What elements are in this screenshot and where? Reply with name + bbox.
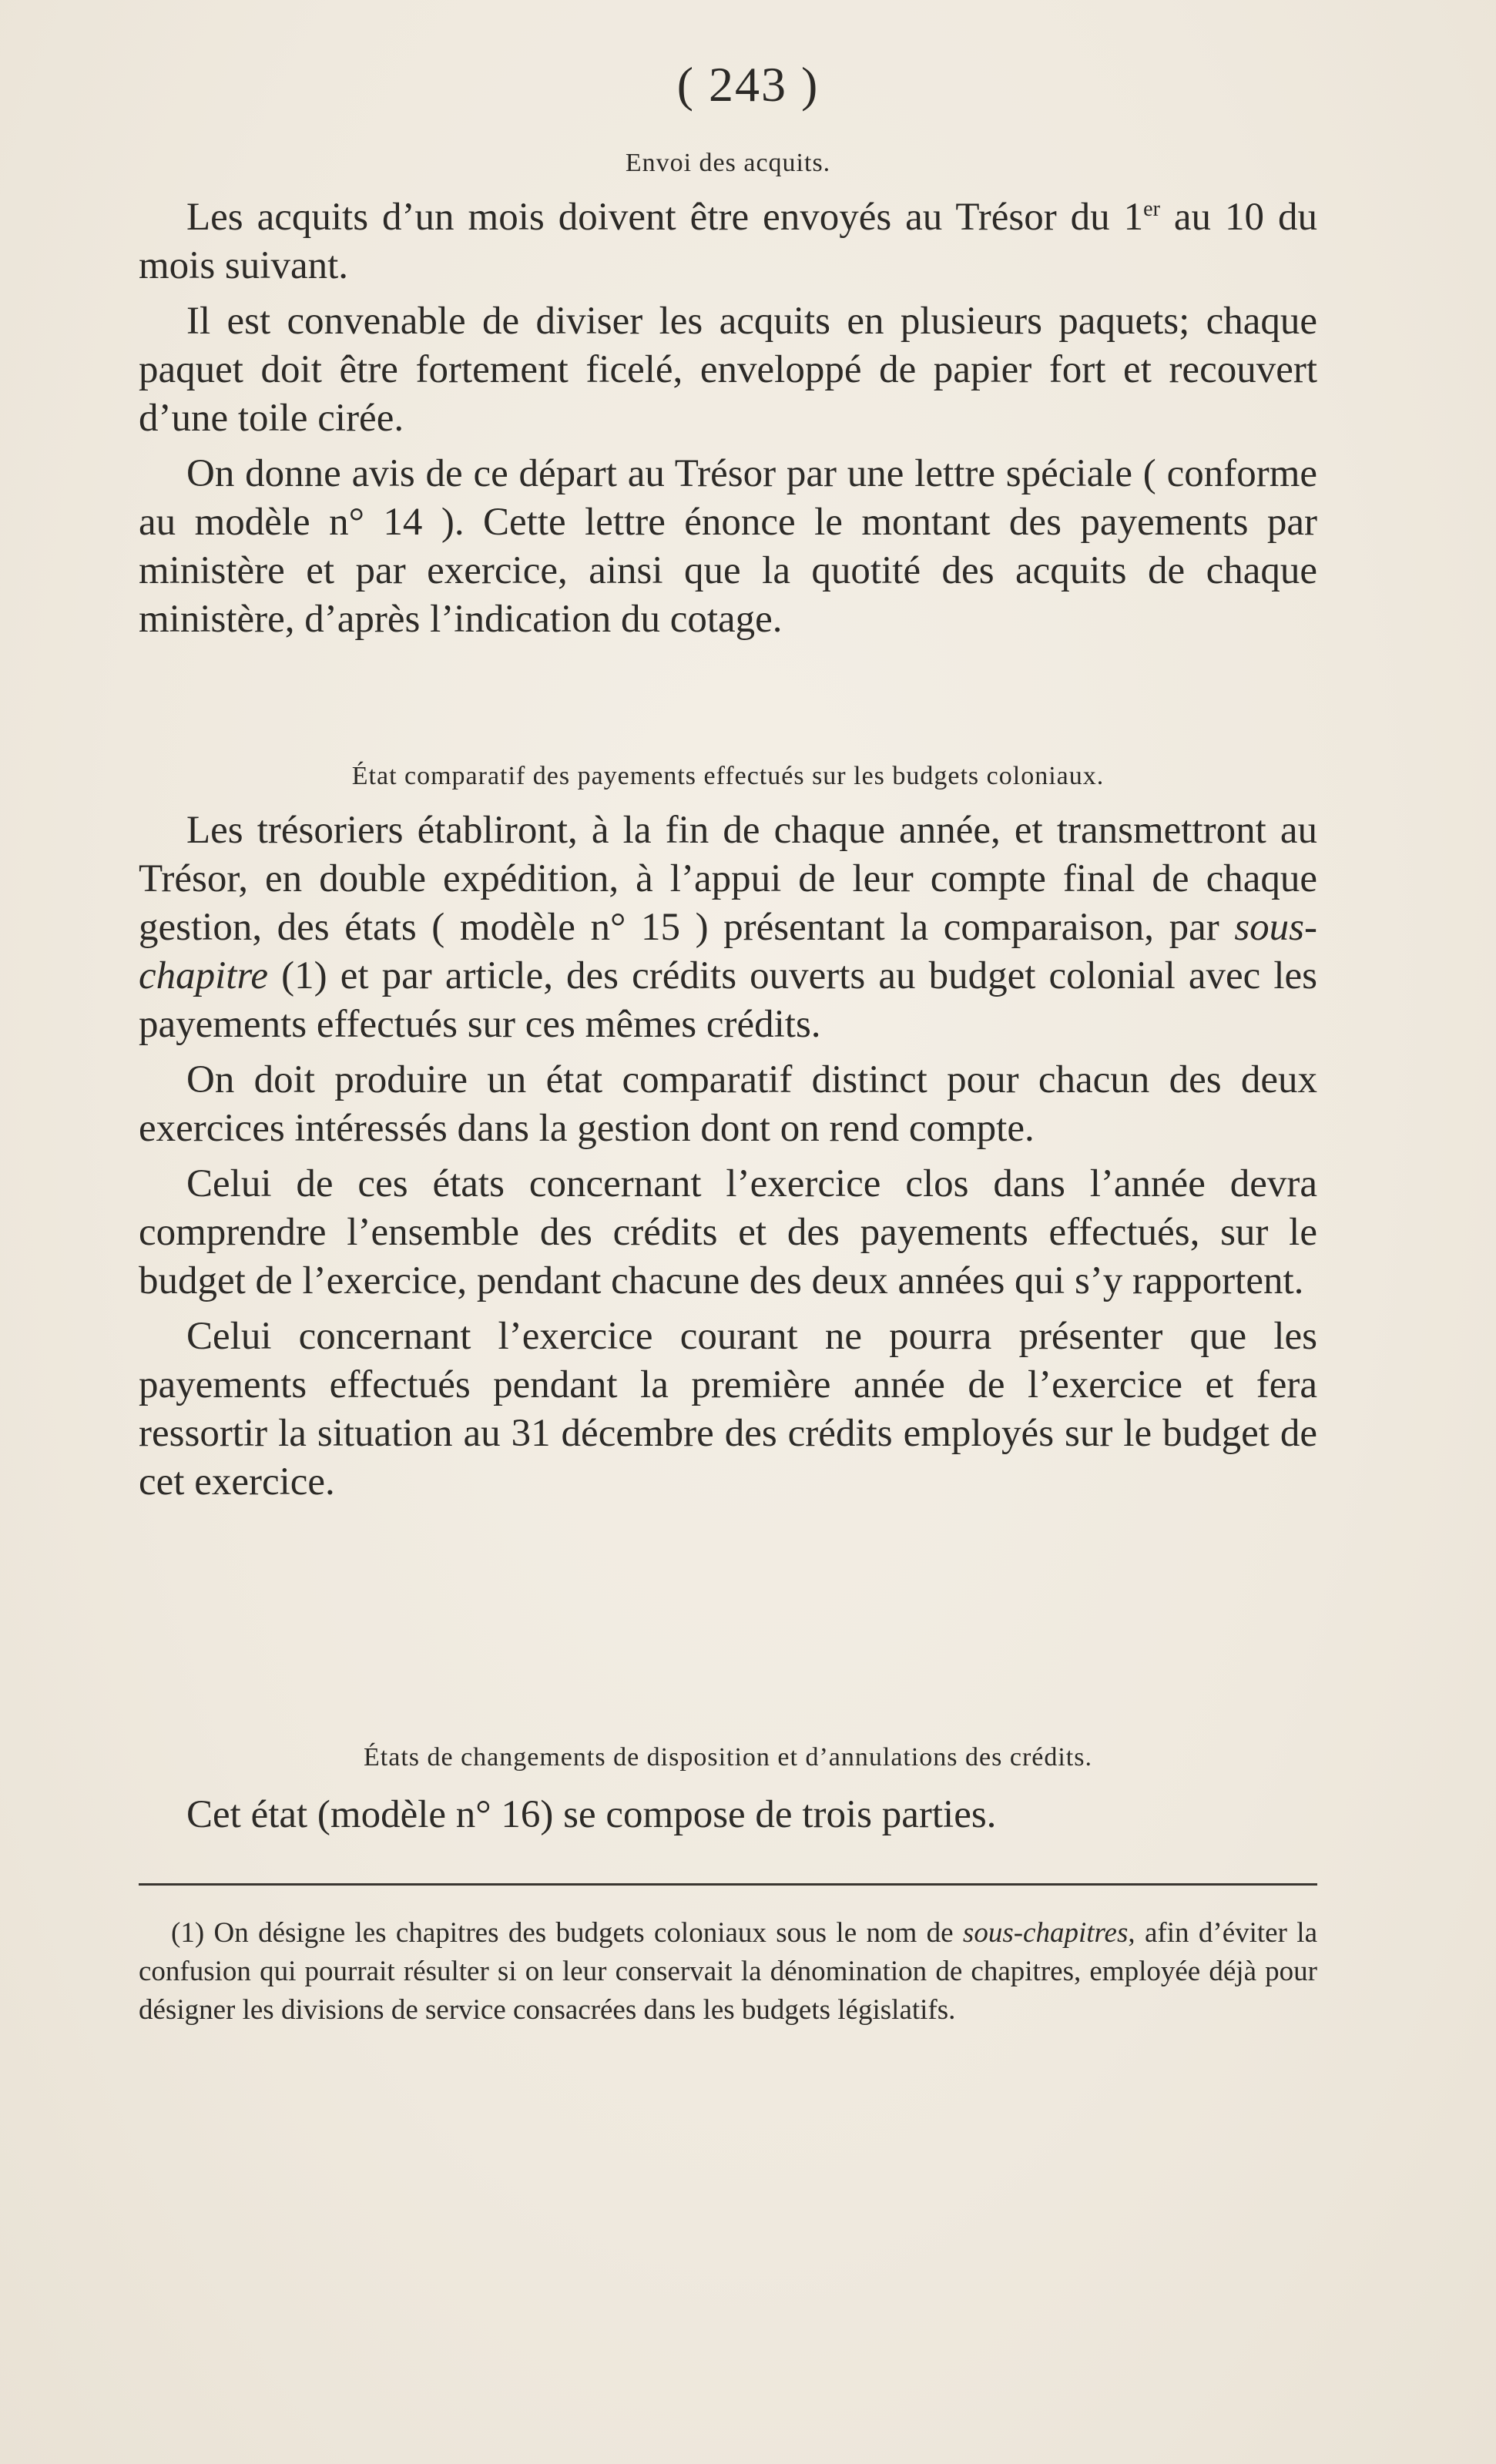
paragraph: On donne avis de ce départ au Trésor par une lettre spéciale ( conforme au modèle n° 14 ). Cette lettre énonce le montant des payements par ministère et par exercice, ainsi que la quotité des acquits de chaque ministère, d’après l’indication du cotage. xyxy=(139,451,1317,641)
paragraph: Il est convenable de diviser les acquits en plusieurs paquets; chaque paquet doit être fortement ficelé, enveloppé de papier fort et recouvert d’une toile cirée. xyxy=(139,299,1317,440)
paragraph: Les acquits d’un mois doivent être envoyés au Trésor du 1er au 10 du mois suivant. xyxy=(139,195,1318,287)
section-etats-de-changements xyxy=(139,1742,1317,1846)
footnote-rule xyxy=(139,1883,1317,1886)
section-heading: État comparatif des payements effectués sur les budgets coloniaux. xyxy=(351,762,1105,790)
paragraph: On doit produire un état comparatif distinct pour chacun des deux exercices intéressés dans la gestion dont on rend compte. xyxy=(139,1058,1317,1150)
section-heading: États de changements de disposition et d’annulations des crédits. xyxy=(364,1743,1092,1772)
footnote: (1) On désigne les chapitres des budgets coloniaux sous le nom de sous-chapitres, afin d’éviter la confusion qui pourrait résulter si on leur conservait la dénomination de chapitres, employée déjà pour désigner les divisions de service consacrées dans les budgets législatifs. xyxy=(139,1917,1317,2026)
paragraph: Cet état (modèle n° 16) se compose de trois parties. xyxy=(186,1792,997,1836)
section-envoi-des-acquits xyxy=(139,148,1317,651)
paragraph: Celui concernant l’exercice courant ne pourra présenter que les payements effectués pendant la première année de l’exercice et fera ressortir la situation au 31 décembre des crédits employés sur le budget de cet exercice. xyxy=(139,1314,1317,1504)
paragraph: Les trésoriers établiront, à la fin de chaque année, et transmettront au Trésor, en double expédition, à l’appui de leur compte final de chaque gestion, des états ( modèle n° 15 ) présentant la comparaison, par sous-chapitre (1) et par article, des crédits ouverts au budget colonial avec les payements effectués sur ces mêmes crédits. xyxy=(139,808,1317,1046)
italic-term: sous-chapitres xyxy=(962,1917,1129,1949)
italic-term: sous-chapitre xyxy=(139,905,1317,997)
section-etat-comparatif xyxy=(139,761,1317,1514)
paragraph: Celui de ces états concernant l’exercice clos dans l’année devra comprendre l’ensemble des crédits et des payements effectués, sur le budget de l’exercice, pendant chacune des deux années qui s’y rapportent. xyxy=(139,1162,1317,1302)
page-number: ( 243 ) xyxy=(676,57,820,112)
section-heading: Envoi des acquits. xyxy=(625,149,831,177)
